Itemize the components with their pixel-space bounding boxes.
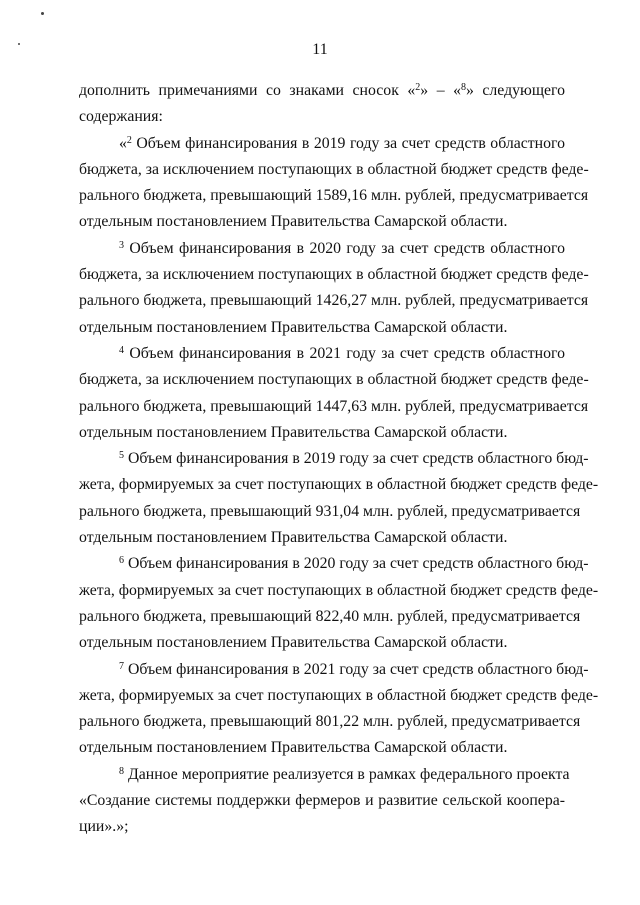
footnote-line xyxy=(79,236,565,262)
intro-line: содержания: xyxy=(79,108,163,126)
footnote-text: Объем финансирования в 2020 году за счет средств областного бюд- xyxy=(124,555,589,573)
footnote-line xyxy=(79,131,565,157)
footnote-line: жета, формируемых за счет поступающих в областной бюджет средств феде- xyxy=(79,581,599,599)
footnote-list xyxy=(79,131,599,841)
intro-line: дополнить примечаниями со знаками сносок «$^2$» – «$^8$» следующего xyxy=(79,82,566,99)
footnote-line: рального бюджета, превышающий 1447,63 млн. рублей, предусматривается xyxy=(79,397,589,415)
footnote-paragraph xyxy=(79,657,599,762)
footnote-line: бюджета, за исключением поступающих в областной бюджет средств феде- xyxy=(79,160,589,178)
footnote-line xyxy=(79,446,589,472)
footnote-line: бюджета, за исключением поступающих в областной бюджет средств феде- xyxy=(79,371,589,389)
footnote-marker: 2 xyxy=(126,134,132,146)
footnote-text: Объем финансирования в 2019 году за счет средств областного xyxy=(131,134,565,152)
footnote-text: Объем финансирования в 2021 году за счет средств областного бюд- xyxy=(124,660,589,678)
scan-speck xyxy=(41,12,44,15)
footnote-marker: 8 xyxy=(119,765,124,777)
quote-mark: « xyxy=(119,134,127,152)
footnote-line: ции».»; xyxy=(79,818,129,836)
footnote-line: рального бюджета, превышающий 801,22 млн. рублей, предусматривается xyxy=(79,713,581,731)
footnote-line: рального бюджета, превышающий 1589,16 млн. рублей, предусматривается xyxy=(79,187,589,205)
footnote-line xyxy=(79,551,589,577)
footnote-paragraph xyxy=(79,131,589,236)
footnote-marker: 7 xyxy=(119,660,124,672)
footnote-line: отдельным постановлением Правительства Самарской области. xyxy=(79,634,508,652)
footnote-line xyxy=(79,762,570,788)
footnote-paragraph xyxy=(79,236,589,341)
document-body xyxy=(79,78,599,841)
footnote-line xyxy=(79,341,565,367)
footnote-paragraph xyxy=(79,446,599,551)
footnote-line: рального бюджета, превышающий 931,04 млн. рублей, предусматривается xyxy=(79,502,581,520)
page-number: 11 xyxy=(312,41,328,58)
footnote-text: Объем финансирования в 2019 году за счет средств областного бюд- xyxy=(124,450,589,468)
footnote-line xyxy=(79,657,589,683)
footnote-line: отдельным постановлением Правительства Самарской области. xyxy=(79,423,508,441)
footnote-marker: 3 xyxy=(119,239,124,251)
footnote-line: отдельным постановлением Правительства Самарской области. xyxy=(79,739,508,757)
footnote-line: отдельным постановлением Правительства Самарской области. xyxy=(79,529,508,547)
footnote-text: Данное мероприятие реализуется в рамках федерального проекта xyxy=(124,765,570,783)
footnote-line: бюджета, за исключением поступающих в областной бюджет средств феде- xyxy=(79,266,589,284)
footnote-line: «Создание системы поддержки фермеров и развитие сельской коопера- xyxy=(79,792,565,810)
footnote-marker: 4 xyxy=(119,344,124,356)
footnote-line: рального бюджета, превышающий 1426,27 млн. рублей, предусматривается xyxy=(79,292,589,310)
footnote-marker: 5 xyxy=(119,450,124,462)
footnote-line: жета, формируемых за счет поступающих в областной бюджет средств феде- xyxy=(79,476,599,494)
footnote-text: Объем финансирования в 2020 году за счет средств областного xyxy=(124,239,565,257)
footnote-line: отдельным постановлением Правительства Самарской области. xyxy=(79,318,508,336)
footnote-paragraph xyxy=(79,341,589,446)
footnote-line: рального бюджета, превышающий 822,40 млн. рублей, предусматривается xyxy=(79,607,581,625)
footnote-paragraph xyxy=(79,762,570,841)
footnote-marker: 6 xyxy=(119,555,124,567)
footnote-line: отдельным постановлением Правительства Самарской области. xyxy=(79,213,508,231)
footnote-text: Объем финансирования в 2021 году за счет средств областного xyxy=(124,344,565,362)
footnote-line: жета, формируемых за счет поступающих в областной бюджет средств феде- xyxy=(79,686,599,704)
footnote-paragraph xyxy=(79,551,599,656)
